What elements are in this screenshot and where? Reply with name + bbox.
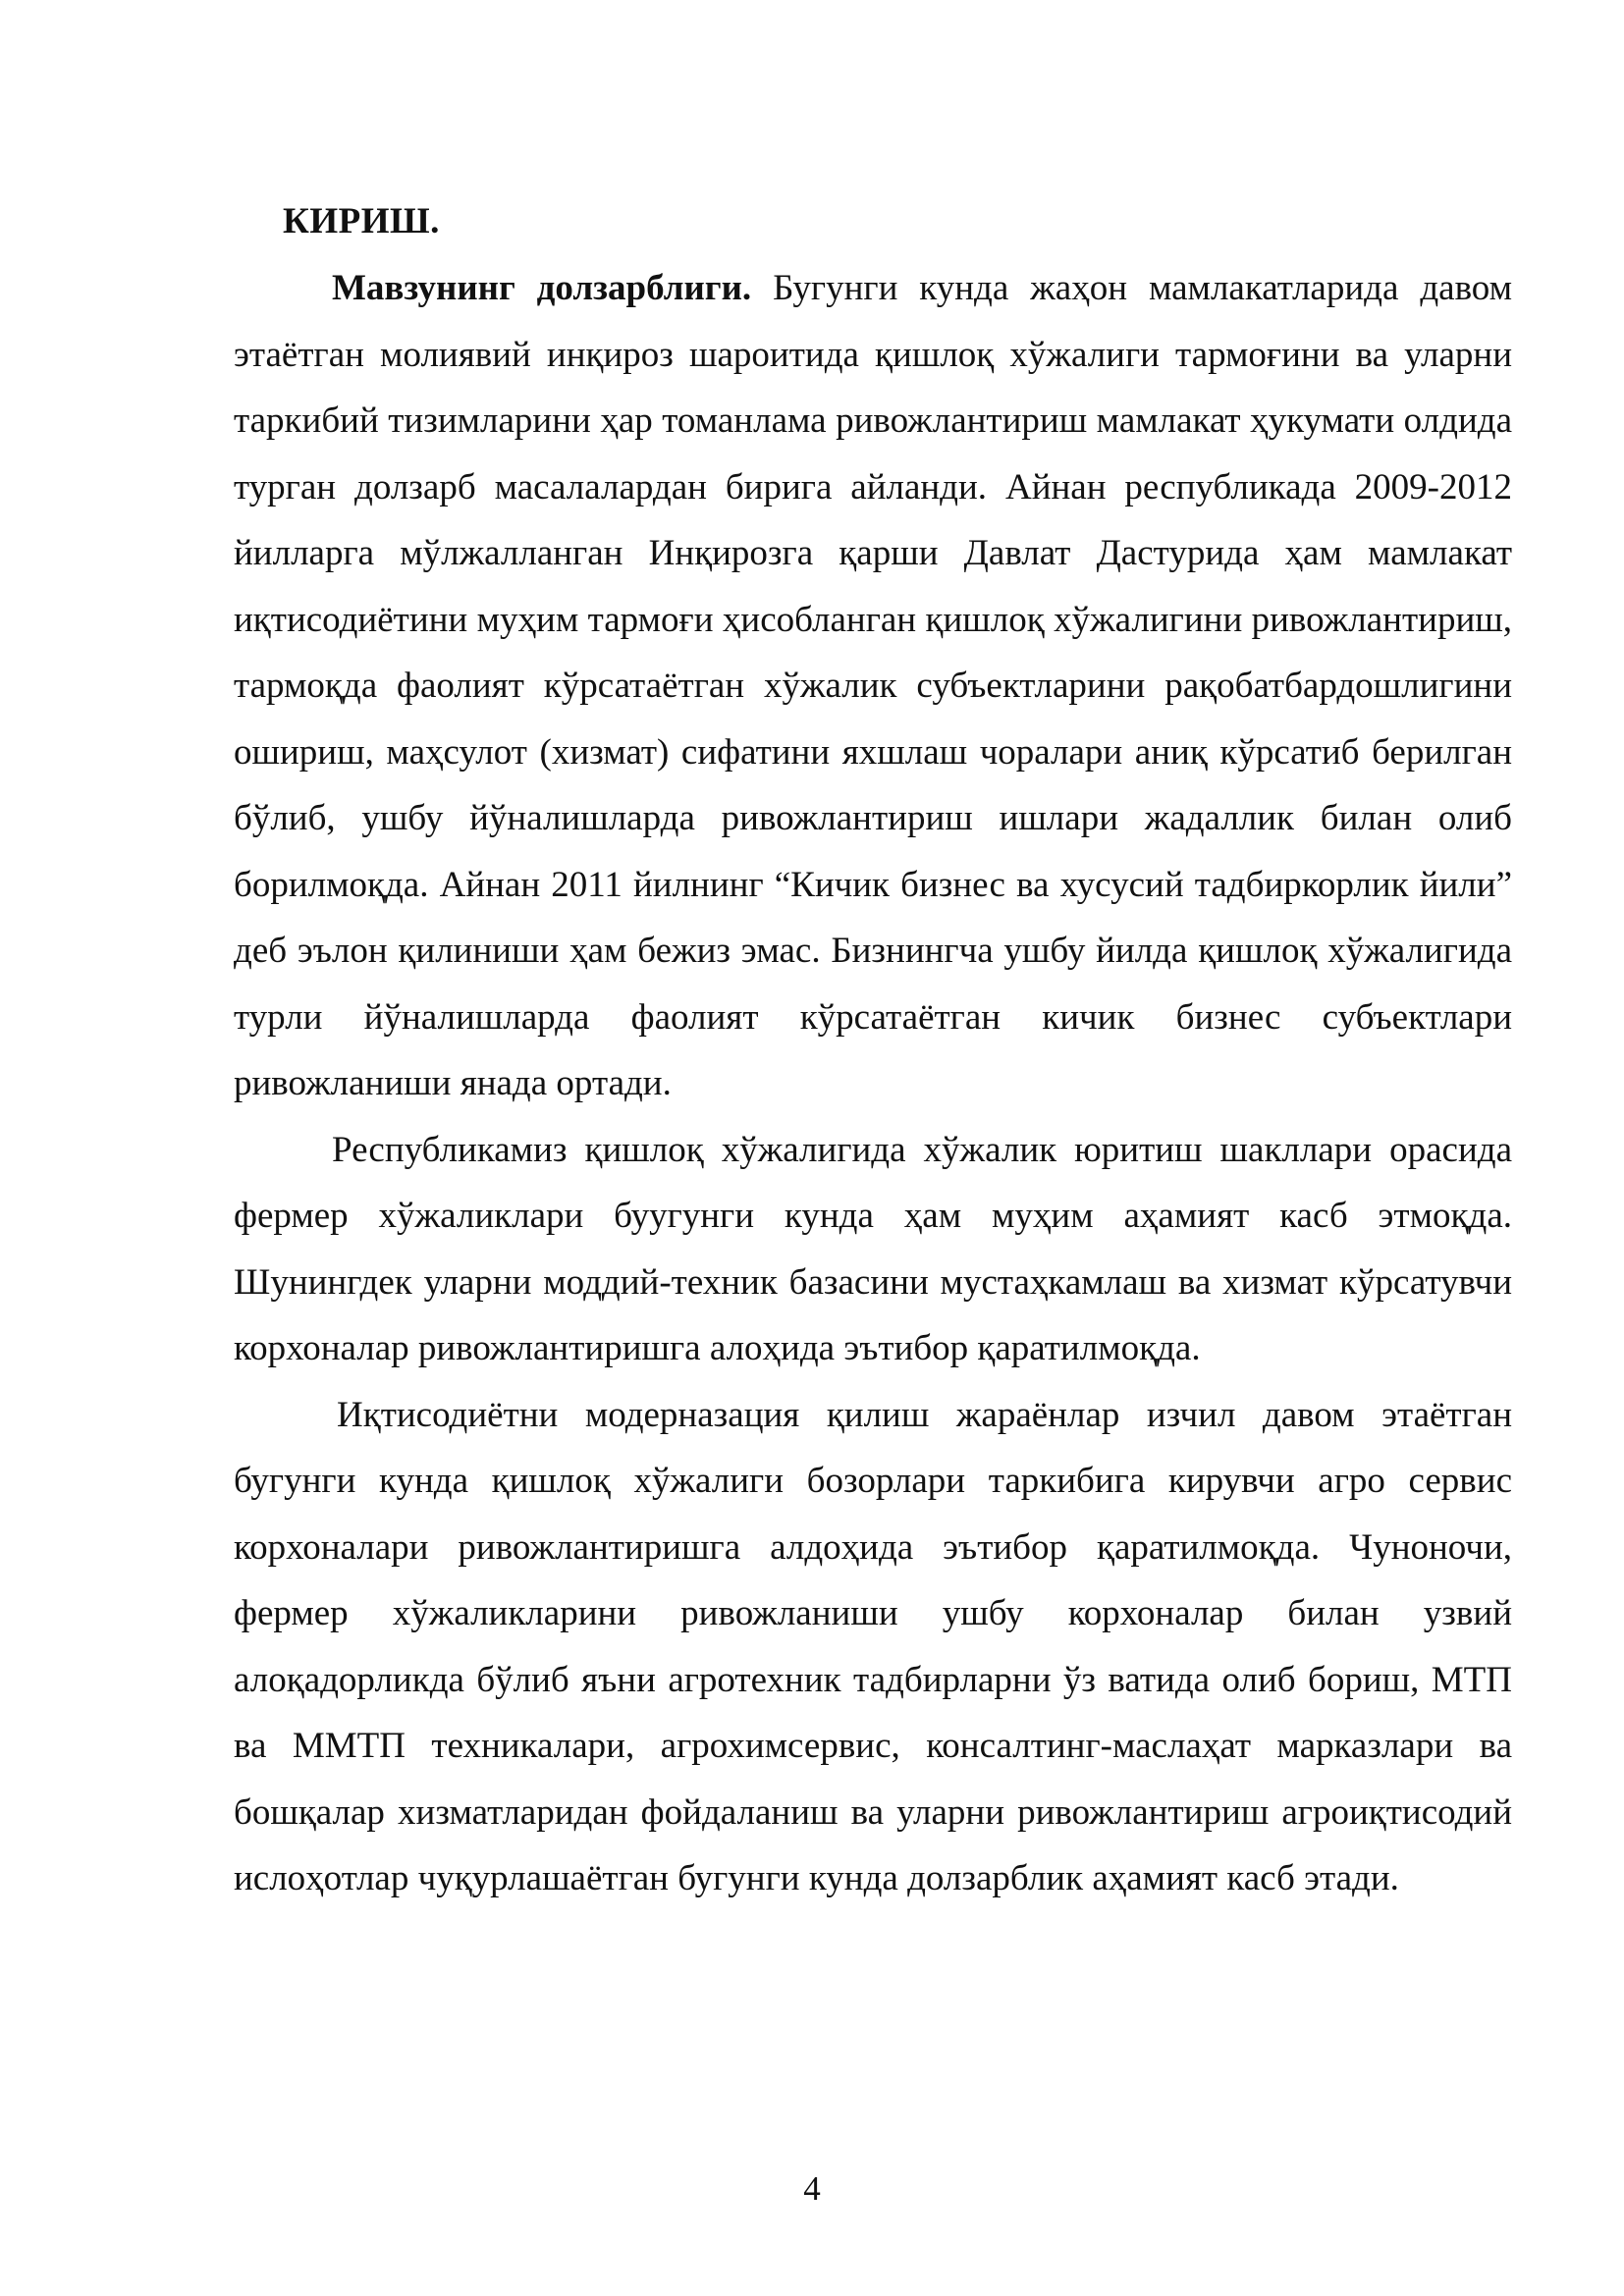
- page-number: 4: [803, 2169, 821, 2208]
- paragraph-lead: Мавзунинг долзарблиги.: [332, 268, 752, 308]
- paragraph-farms: [234, 1117, 1512, 1382]
- paragraph-agroservice: [234, 1382, 1512, 1912]
- paragraph-relevance: [234, 255, 1512, 1117]
- section-heading: КИРИШ.: [283, 201, 440, 241]
- paragraph-text: Иқтисодиётни модерназация қилиш жараёнлар изчил давом этаётган бугунги кунда қишлоқ хўжалиги бозорлари таркибига кирувчи агро сервис корхоналари ривожлантиришга алдоҳида эътибор қаратилмоқда. Чуноночи, фермер хўжаликларини ривожланиши ушбу корхоналар билан узвий алоқадорликда бўлиб яъни агротехник тадбирларни ўз ватида олиб бориш, МТП ва ММТП техникалари, агрохимсервис, консалтинг-маслаҳат марказлари ва бошқалар хизматларидан фойдаланиш ва уларни ривожлантириш агроиқтисодий ислоҳотлар чуқурлашаётган бугунги кунда долзарблик аҳамият касб этади.: [234, 1394, 1512, 1898]
- paragraph-text: Республикамиз қишлоқ хўжалигида хўжалик юритиш шакллари орасида фермер хўжаликлари буугунги кунда ҳам муҳим аҳамият касб этмоқда. Шунингдек уларни моддий-техник базасини мустаҳкамлаш ва хизмат кўрсатувчи корхоналар ривожлантиришга алоҳида эътибор қаратилмоқда.: [234, 1129, 1512, 1368]
- document-body: [234, 188, 1512, 1912]
- paragraph-text: Бугунги кунда жаҳон мамлакатларида давом этаётган молиявий инқироз шароитида қишлоқ хўжалиги тармоғини ва уларни таркибий тизимларини ҳар томанлама ривожлантириш мамлакат ҳукумати олдида турган долзарб масалалардан бирига айланди. Айнан республикада 2009-2012 йилларга мўлжалланган Инқирозга қарши Давлат Дастурида ҳам мамлакат иқтисодиётини муҳим тармоғи ҳисобланган қишлоқ хўжалигини ривожлантириш, тармоқда фаолият кўрсатаётган хўжалик субъектларини рақобатбардошлигини ошириш, маҳсулот (хизмат) сифатини яхшлаш чоралари аниқ кўрсатиб берилган бўлиб, ушбу йўналишларда ривожлантириш ишлари жадаллик билан олиб борилмоқда. Айнан 2011 йилнинг “Кичик бизнес ва хусусий тадбиркорлик йили” деб эълон қилиниши ҳам бежиз эмас. Бизнингча ушбу йилда қишлоқ хўжалигида турли йўналишларда фаолият кўрсатаётган кичик бизнес субъектлари ривожланиши янада ортади.: [234, 268, 1513, 1103]
